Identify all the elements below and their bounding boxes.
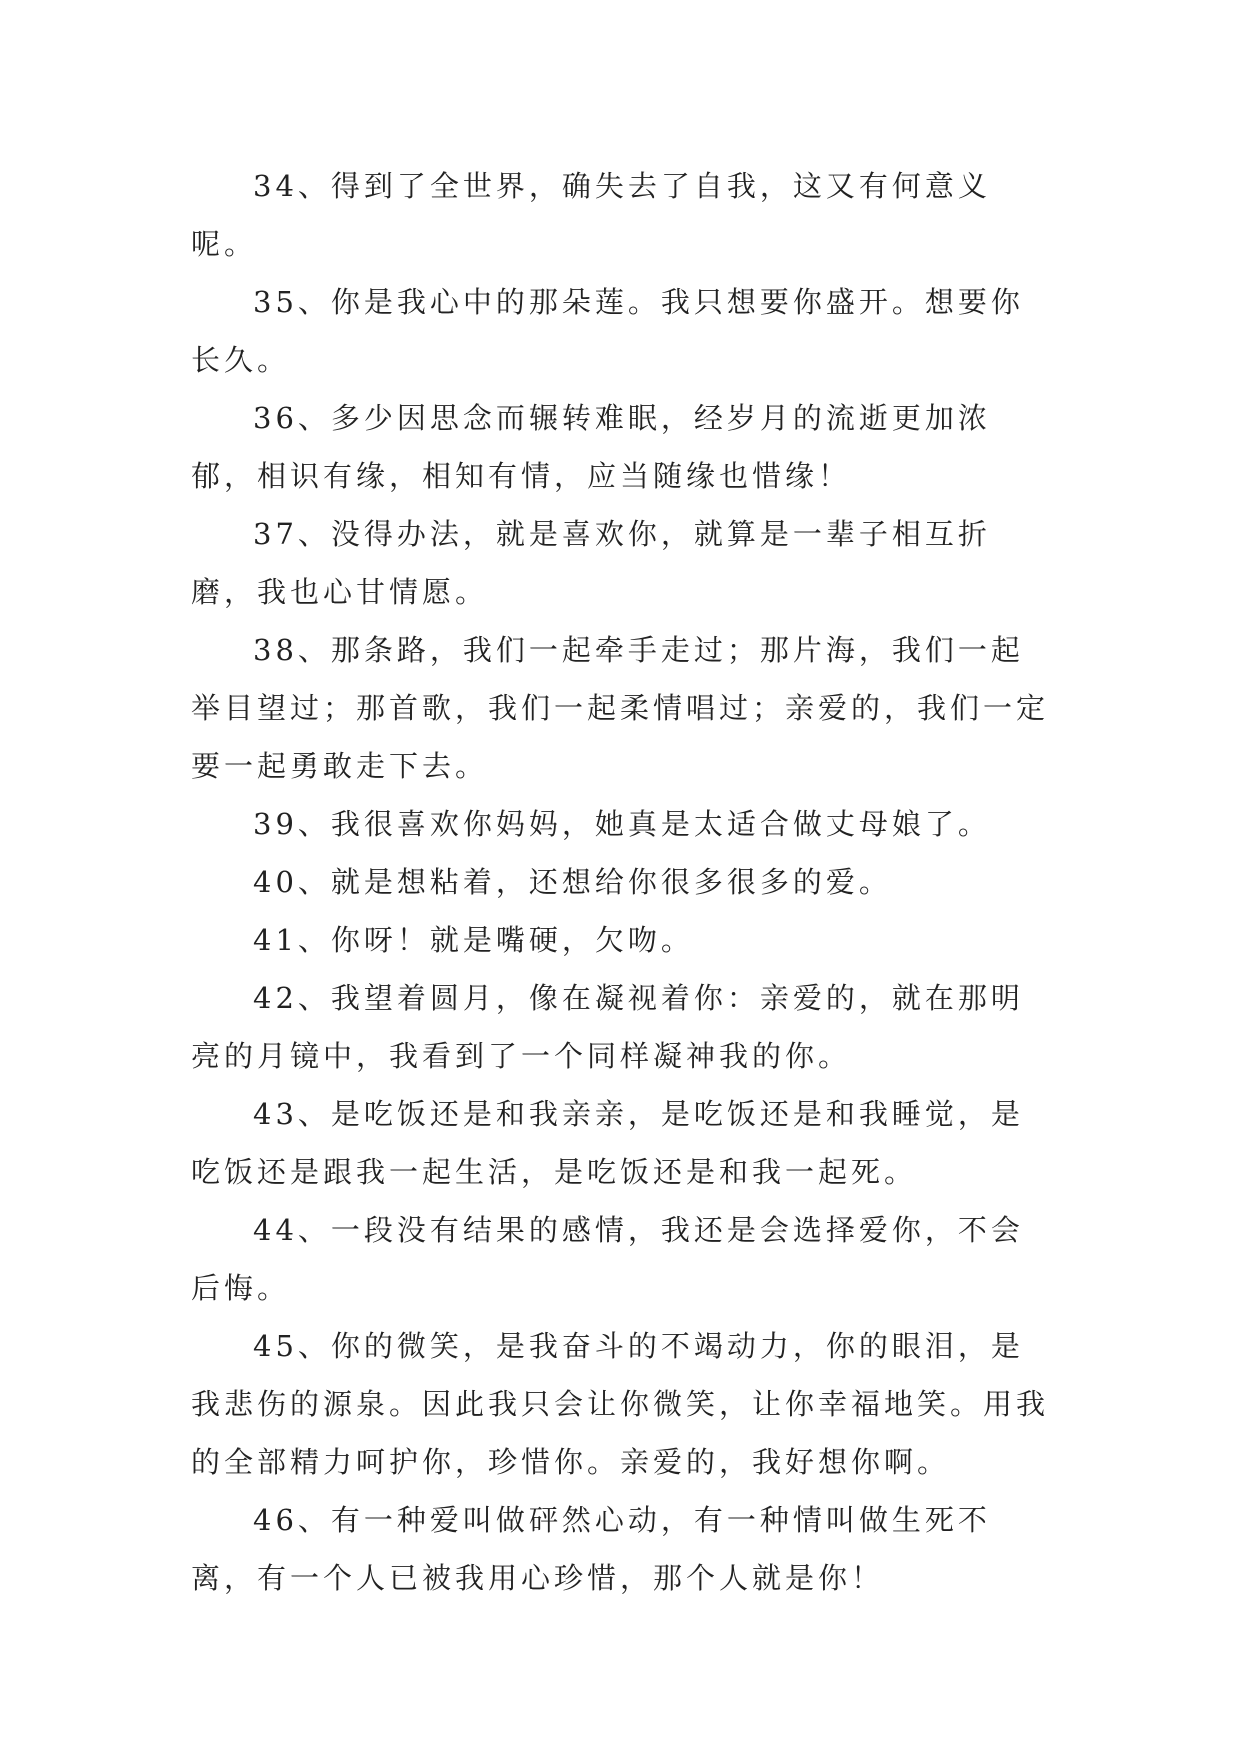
paragraph-39: 39、我很喜欢你妈妈，她真是太适合做丈母娘了。: [253, 807, 991, 841]
paragraph-44: 44、一段没有结果的感情，我还是会选择爱你，不会后悔。: [191, 1213, 1024, 1305]
paragraph-40: 40、就是想粘着，还想给你很多很多的爱。: [253, 865, 892, 899]
paragraph-37: 37、没得办法，就是喜欢你，就算是一辈子相互折磨，我也心甘情愿。: [191, 517, 991, 609]
document-body: [191, 157, 1049, 1607]
paragraph-41: 41、你呀！就是嘴硬，欠吻。: [253, 923, 694, 957]
paragraph-45: 45、你的微笑，是我奋斗的不竭动力，你的眼泪，是我悲伤的源泉。因此我只会让你微笑，让你幸福地笑。用我的全部精力呵护你，珍惜你。亲爱的，我好想你啊。: [191, 1329, 1050, 1479]
paragraph-35: 35、你是我心中的那朵莲。我只想要你盛开。想要你长久。: [191, 285, 1024, 377]
paragraph-42: 42、我望着圆月，像在凝视着你：亲爱的，就在那明亮的月镜中，我看到了一个同样凝神我的你。: [191, 981, 1024, 1073]
paragraph-46: 46、有一种爱叫做砰然心动，有一种情叫做生死不离，有一个人已被我用心珍惜，那个人就是你！: [191, 1503, 991, 1595]
paragraph-36: 36、多少因思念而辗转难眠，经岁月的流逝更加浓郁，相识有缘，相知有情，应当随缘也惜缘！: [191, 401, 991, 493]
paragraph-34: 34、得到了全世界，确失去了自我，这又有何意义呢。: [191, 169, 991, 261]
paragraph-38: 38、那条路，我们一起牵手走过；那片海，我们一起举目望过；那首歌，我们一起柔情唱过；亲爱的，我们一定要一起勇敢走下去。: [191, 633, 1050, 783]
paragraph-43: 43、是吃饭还是和我亲亲，是吃饭还是和我睡觉，是吃饭还是跟我一起生活，是吃饭还是和我一起死。: [191, 1097, 1024, 1189]
